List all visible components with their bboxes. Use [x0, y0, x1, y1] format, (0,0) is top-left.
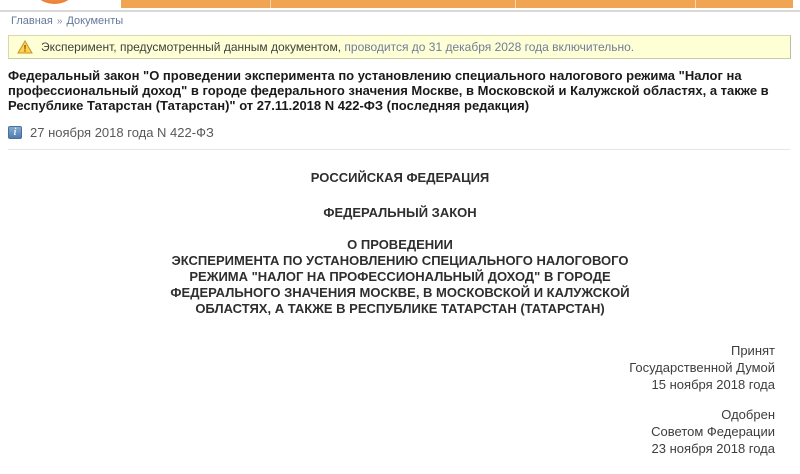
law-title-line: О ПРОВЕДЕНИИ: [347, 237, 453, 252]
doc-country-heading: РОССИЙСКАЯ ФЕДЕРАЦИЯ: [310, 170, 490, 185]
info-icon[interactable]: i: [8, 126, 22, 139]
content-divider: [8, 149, 790, 150]
doc-type-heading: ФЕДЕРАЛЬНЫЙ ЗАКОН: [323, 205, 477, 220]
law-title-line: ФЕДЕРАЛЬНОГО ЗНАЧЕНИЯ МОСКВЕ, В МОСКОВСКОЙ И КАЛУЖСКОЙ: [170, 285, 630, 300]
adopted-block: [0, 342, 800, 393]
law-title-line: ЭКСПЕРИМЕНТА ПО УСТАНОВЛЕНИЮ СПЕЦИАЛЬНОГО НАЛОГОВОГО: [171, 253, 629, 268]
document-body: [0, 170, 800, 457]
doc-date-row: [8, 125, 800, 140]
svg-text:!: !: [23, 43, 27, 54]
doc-law-title: [0, 237, 800, 317]
site-logo[interactable]: [31, 0, 78, 4]
law-title-line: РЕЖИМА "НАЛОГ НА ПРОФЕССИОНАЛЬНЫЙ ДОХОД" В ГОРОДЕ: [189, 269, 611, 284]
adopted-line: Принят: [730, 343, 775, 358]
law-title-line: ОБЛАСТЯХ, А ТАКЖЕ В РЕСПУБЛИКЕ ТАТАРСТАН (ТАТАРСТАН): [195, 301, 605, 316]
warning-triangle-icon: [17, 40, 33, 54]
warning-banner: [8, 35, 791, 59]
approved-block: [0, 406, 800, 457]
doc-date-number: 27 ноября 2018 года N 422-ФЗ: [30, 125, 214, 140]
approved-line: Советом Федерации: [651, 424, 775, 439]
breadcrumb-home-link[interactable]: Главная: [11, 15, 53, 27]
breadcrumb: [0, 12, 800, 29]
breadcrumb-documents-link[interactable]: Документы: [66, 15, 124, 27]
nav-menu-item-1[interactable]: [121, 0, 270, 8]
approved-line: 23 ноября 2018 года: [651, 441, 775, 456]
page-title: Федеральный закон "О проведении эксперимента по установлению специального налогового режима "Налог на профессиональный доход" в городе федерального значения Москве, в Московской и Калужской областях, а также в Республике Татарстан (Татарстан)" от 27.11.2018 N 422-ФЗ (последняя редакция): [8, 68, 769, 113]
nav-menu-item-3[interactable]: [515, 0, 695, 8]
banner-text: [41, 40, 634, 54]
nav-menu-item-2[interactable]: [270, 0, 515, 8]
nav-menu-item-4[interactable]: [695, 0, 793, 8]
top-navigation: [0, 0, 800, 8]
adopted-line: 15 ноября 2018 года: [651, 377, 775, 392]
banner-period-link[interactable]: проводится до 31 декабря 2028 года включительно.: [344, 40, 635, 54]
banner-text-plain: Эксперимент, предусмотренный данным документом,: [41, 40, 342, 54]
adopted-line: Государственной Думой: [629, 360, 775, 375]
nav-menu: [121, 0, 793, 8]
breadcrumb-separator: »: [56, 16, 63, 27]
approved-line: Одобрен: [721, 407, 775, 422]
